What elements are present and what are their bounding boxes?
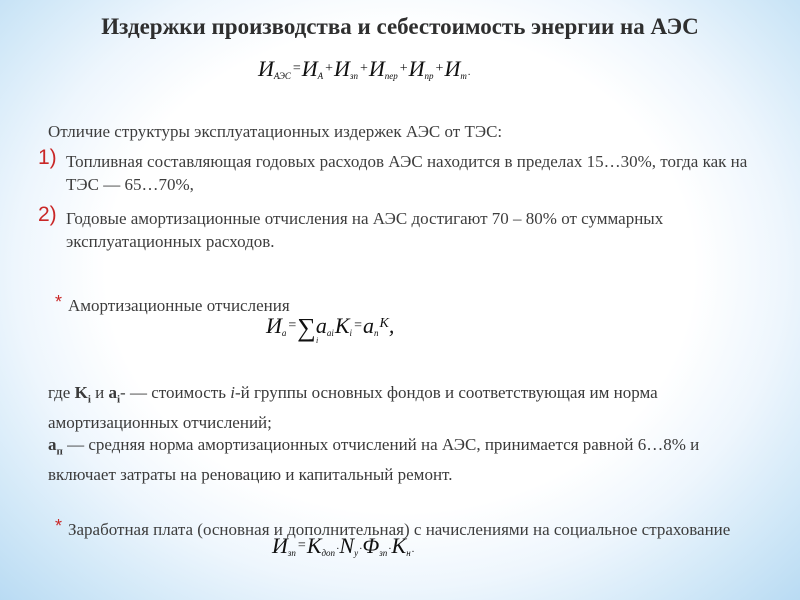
list-number-2: 2) — [38, 203, 57, 226]
formula3-dot: · — [336, 544, 340, 555]
where-a: a — [108, 383, 117, 402]
formula1-lhs-sub: АЭС — [273, 71, 291, 81]
formula3-lhs: И — [272, 533, 288, 558]
formula-salary — [272, 533, 414, 559]
formula2-tail: , — [388, 313, 395, 338]
formula1-term: И — [368, 56, 385, 81]
formula3-k-sub: доп — [321, 548, 336, 558]
an-rest: — средняя норма амортизационных отчислений на АЭС, принимается равной 6…8% и включает затраты на реновацию и капитальный ремонт. — [48, 435, 700, 485]
where-and: и — [90, 383, 109, 402]
formula1-lhs: И — [258, 56, 274, 81]
an-a: a — [48, 435, 57, 454]
formula2-k-sub: i — [349, 328, 353, 338]
where-rest-1: - — стоимость — [120, 383, 231, 402]
sum-sign-icon: ∑ — [297, 313, 316, 342]
where-k: K — [74, 383, 88, 402]
formula1-term-sub: зп — [349, 71, 358, 81]
formula1-tail: . — [467, 67, 471, 78]
formula1-term-sub: пр — [424, 71, 434, 81]
formula3-dot: · — [388, 544, 392, 555]
where-paragraph — [48, 381, 748, 434]
formula1-term: И — [301, 56, 318, 81]
formula1-plus: + — [435, 61, 444, 76]
formula2-eq: = — [288, 318, 297, 333]
formula2-eq2: = — [354, 318, 362, 333]
where-prefix: где — [48, 383, 75, 402]
formula3-n: N — [339, 533, 355, 558]
bullet-amortization: Амортизационные отчисления — [68, 296, 290, 315]
formula2-a-sub: аi — [326, 328, 334, 338]
formula1-plus: + — [359, 61, 368, 76]
list-item-2: Годовые амортизационные отчисления на АЭС достигают 70 – 80% от суммарных эксплуатационных расходов. — [66, 209, 664, 251]
formula3-lhs-sub: зп — [287, 548, 296, 558]
intro-text: Отличие структуры эксплуатационных издержек АЭС от ТЭС: — [48, 122, 503, 141]
formula1-term-sub: т — [460, 71, 467, 81]
where-rest-2: -й группы основных фондов и соответствующая им норма амортизационных отчислений; — [48, 383, 658, 433]
formula1-plus: + — [325, 61, 334, 76]
an-paragraph — [48, 433, 748, 486]
formula1-term-sub: пер — [384, 71, 398, 81]
formula3-n-sub: у — [354, 548, 359, 558]
formula2-lhs-sub: а — [281, 328, 287, 338]
list-number-1: 1) — [38, 146, 57, 169]
formula-total-costs — [258, 56, 470, 82]
formula3-phi-sub: зп — [379, 548, 388, 558]
formula2-rhs-a: a — [362, 313, 374, 338]
formula2-rhs-a-sub: п — [373, 328, 379, 338]
formula1-term: И — [444, 56, 461, 81]
formula1-term: И — [408, 56, 425, 81]
formula3-eq: = — [297, 538, 306, 553]
formula2-a: a — [315, 313, 327, 338]
formula2-lhs: И — [266, 313, 282, 338]
formula-amortization — [266, 310, 395, 345]
formula1-term: И — [334, 56, 350, 81]
formula1-plus: + — [399, 61, 408, 76]
formula3-tail: . — [411, 544, 415, 555]
formula3-phi: Φ — [362, 533, 380, 558]
slide-title: Издержки производства и себестоимость энергии на АЭС — [101, 14, 699, 39]
formula3-dot: · — [359, 544, 363, 555]
formula1-term-sub: А — [317, 71, 324, 81]
bullet-salary: Заработная плата (основная и дополнительная) с начислениями на социальное страхование — [68, 520, 731, 539]
formula3-k: K — [306, 533, 322, 558]
list-item-1: Топливная составляющая годовых расходов АЭС находится в пределах 15…30%, тогда как на ТЭС — 65…70%, — [66, 152, 748, 194]
formula3-k2-sub: н — [406, 548, 411, 558]
formula2-k: K — [334, 313, 350, 338]
where-a-sub: i — [116, 393, 121, 406]
bullet-star-icon: * — [55, 292, 63, 312]
formula2-rhs-k: K — [379, 316, 389, 331]
where-k-sub: i — [87, 393, 91, 406]
formula2-sum-index: i — [316, 336, 319, 345]
bullet-star-icon: * — [55, 516, 63, 536]
formula1-eq: = — [292, 61, 301, 76]
formula3-k2: K — [391, 533, 407, 558]
an-a-sub: п — [56, 445, 63, 458]
where-i: i — [230, 383, 235, 402]
